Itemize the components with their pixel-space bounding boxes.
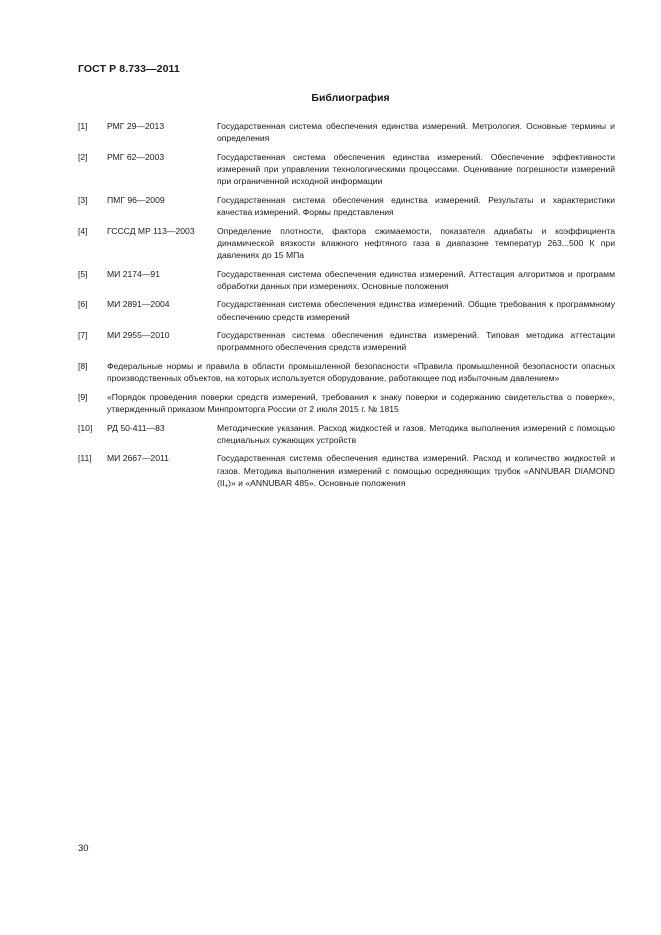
- entry-code: РД 50-411—83: [107, 422, 165, 433]
- bibliography-entry: [78, 151, 615, 188]
- entry-text: «Порядок проведения поверки средств измерений, требования к знаку поверки и содержанию свидетельства о поверке», утвержденный приказом Минпромторга России от 2 июля 2015 г. № 1815: [107, 391, 615, 414]
- bibliography-entry: [78, 329, 615, 353]
- bibliography-entry: [78, 422, 615, 446]
- bibliography-entry: [78, 194, 615, 218]
- entry-number: [8]: [78, 360, 88, 371]
- entry-text: Определение плотности, фактора сжимаемости, показателя адиабаты и коэффициента динамической вязкости влажного нефтяного газа в диапазоне температур 263...500 К при давлениях до 15 МПа: [217, 225, 615, 260]
- entry-text: Государственная система обеспечения единства измерений. Результаты и характеристики качества измерений. Формы представления: [217, 194, 615, 217]
- page-number: 30: [78, 843, 89, 854]
- entry-text-part: )» и «ANNUBAR 485». Основные положения: [228, 477, 406, 488]
- entry-text: Государственная система обеспечения единства измерений. Общие требования к программному обеспечению средств измерений: [217, 299, 615, 322]
- entry-number: [10]: [78, 422, 93, 433]
- entry-code: МИ 2891—2004: [107, 299, 170, 310]
- bibliography-entry: [78, 298, 615, 322]
- bibliography-entry: [78, 120, 615, 144]
- entry-text: Государственная система обеспечения единства измерений. Обеспечение эффективности измерений при управлении технологическими процессами. Оценивание погрешности измерений при ограниченной исходной информации: [217, 151, 615, 187]
- bibliography-list: [78, 120, 615, 499]
- entry-text-part: Государственная система обеспечения единства измерений. Расход и количество жидкостей и газов. Методика выполнения измерений с помощью осредняющих трубок «ANNUBAR DIAMOND (II: [217, 453, 615, 488]
- bibliography-entry: [78, 225, 615, 262]
- entry-number: [9]: [78, 391, 88, 402]
- entry-number: [6]: [78, 299, 88, 310]
- section-title: Библиография: [311, 92, 390, 104]
- bibliography-entry: [78, 268, 615, 292]
- bibliography-entry: [78, 391, 615, 415]
- entry-number: [5]: [78, 268, 88, 279]
- entry-code: МИ 2174—91: [107, 268, 160, 279]
- entry-number: [7]: [78, 330, 88, 341]
- entry-code: МИ 2955—2010: [107, 330, 170, 341]
- bibliography-entry: [78, 360, 615, 384]
- entry-text: Государственная система обеспечения единства измерений. Типовая методика аттестации программного обеспечения средств измерений: [217, 330, 615, 353]
- entry-code: ПМГ 96—2009: [107, 194, 165, 205]
- entry-code: ГСССД МР 113—2003: [107, 225, 195, 236]
- document-header: ГОСТ Р 8.733—2011: [78, 63, 180, 75]
- entry-code: РМГ 62—2003: [107, 151, 165, 162]
- entry-number: [1]: [78, 121, 88, 131]
- entry-text: [217, 452, 615, 493]
- entry-code: РМГ 29—2013: [107, 121, 165, 131]
- entry-text: Федеральные нормы и правила в области промышленной безопасности «Правила промышленной безопасности опасных производственных объектов, на которых используется оборудование, работающее под избыточным давлением»: [107, 360, 615, 384]
- entry-text: Государственная система обеспечения единства измерений. Метрология. Основные термины и определения: [217, 121, 615, 144]
- bibliography-entry: [78, 452, 615, 493]
- entry-number: [4]: [78, 225, 88, 236]
- entry-number: [2]: [78, 151, 88, 162]
- entry-text: Методические указания. Расход жидкостей и газов. Методика выполнения измерений с помощью специальных сужающих устройств: [217, 422, 615, 445]
- entry-code: МИ 2667—2011: [107, 453, 169, 464]
- entry-text: Государственная система обеспечения единства измерений. Аттестация алгоритмов и программ обработки данных при измерениях. Основные положения: [217, 268, 615, 291]
- entry-number: [3]: [78, 194, 88, 205]
- entry-number: [11]: [78, 453, 92, 464]
- entry-text-subscript: +: [224, 483, 229, 490]
